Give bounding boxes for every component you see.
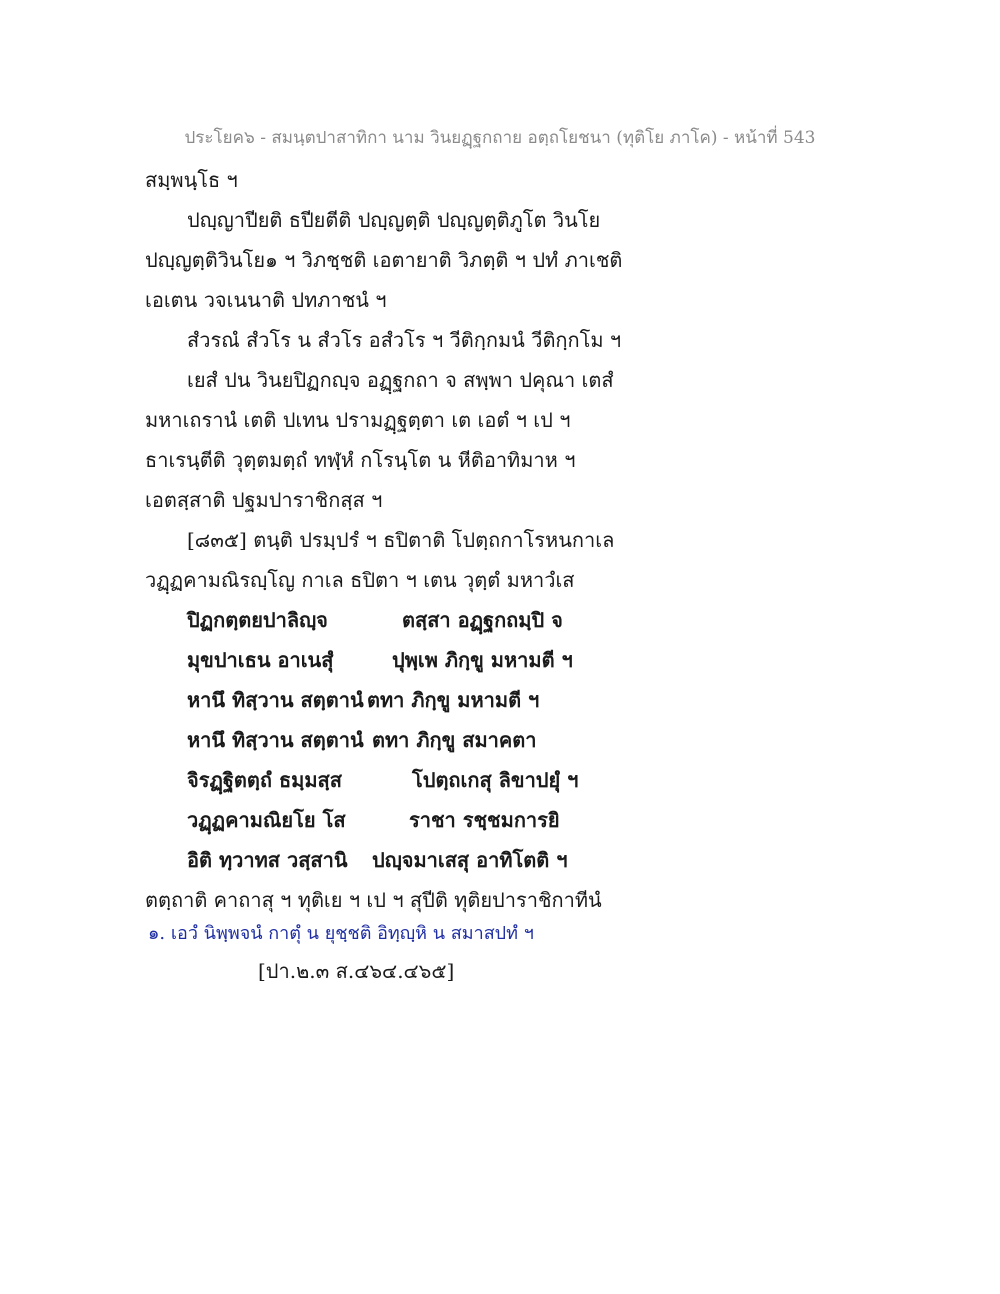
footnote: ๑. เอวํ นิพฺพจนํ กาตุํ น ยุชฺชติ อิทฺญฺหิ น สมาสปทํ ฯ bbox=[148, 923, 534, 944]
text-line: เอเตน วจเนนาติ ปทภาชนํ ฯ bbox=[145, 288, 387, 312]
verse-line bbox=[145, 680, 705, 720]
body-text bbox=[145, 160, 705, 920]
verse-second-half: โปตฺถเกสุ ลิขาปยุํ ฯ bbox=[412, 768, 579, 792]
verse-second-half: ปญฺจมาเสสุ อาทิโตติ ฯ bbox=[372, 848, 568, 872]
text-line: สมฺพนฺโธ ฯ bbox=[145, 168, 238, 192]
text-line: ตตฺถาติ คาถาสุ ฯ ทุติเย ฯ เป ฯ สุปีติ ทุติยปาราชิกาทีนํ bbox=[145, 888, 602, 912]
page-header: ประโยค๖ - สมนฺตปาสาทิกา นาม วินยฏฺฐกถาย อตฺถโยชนา (ทุติโย ภาโค) - หน้าที่ 543 bbox=[184, 128, 816, 148]
verse-second-half: ราชา รชฺชมการยิ bbox=[409, 808, 560, 832]
verse-line bbox=[145, 760, 705, 800]
text-line: เอตสฺสาติ ปฐมปาราชิกสฺส ฯ bbox=[145, 488, 383, 512]
text-line: ปญฺญาปียติ ธปียตีติ ปญฺญตฺติ ปญฺญตฺติภูโต วินโย bbox=[187, 208, 601, 232]
verse-first-half: หานึ ทิสฺวาน สตฺตานํ bbox=[187, 688, 364, 712]
verse-first-half: มุขปาเธน อาเนสุํ bbox=[187, 648, 334, 672]
verse-line bbox=[145, 720, 705, 760]
verse-second-half: ตสฺสา อฏฺฐกถมฺปิ จ bbox=[402, 608, 563, 632]
text-line: [๘๓๕] ตนฺติ ปรมฺปรํ ฯ ธปิตาติ โปตฺถกาโรหนกาเล bbox=[187, 528, 615, 552]
text-line: ธาเรนฺตีติ วุตฺตมตฺถํ ทฬฺหํ กโรนฺโต น หีติอาทิมาห ฯ bbox=[145, 448, 576, 472]
source-reference: [ปา.๒.๓ ส.๔๖๔.๔๖๕] bbox=[258, 959, 455, 983]
text-line: มหาเถรานํ เตติ ปเทน ปรามฏฺฐตฺตา เต เอตํ ฯ เป ฯ bbox=[145, 408, 571, 432]
verse-first-half: วฏฺฏคามณิยโย โส bbox=[187, 808, 346, 832]
verse-line bbox=[145, 640, 705, 680]
verse-first-half: จิรฏฺฐิตตฺถํ ธมฺมสฺส bbox=[187, 768, 342, 792]
verse-second-half: ตทา ภิกฺขู สมาคตา bbox=[372, 728, 537, 752]
verse-first-half: อิติ ทฺวาทส วสฺสานิ bbox=[187, 848, 348, 872]
text-line: ปญฺญตฺติวินโย๑ ฯ วิภชฺชติ เอตายาติ วิภตฺติ ฯ ปทํ ภาเชติ bbox=[145, 248, 623, 272]
text-line: สํวรณํ สํวโร น สํวโร อสํวโร ฯ วีติกฺกมนํ วีติกฺกโม ฯ bbox=[187, 328, 622, 352]
verse-first-half: ปิฏกตฺตยปาลิญฺจ bbox=[187, 608, 328, 632]
verse-first-half: หานึ ทิสฺวาน สตฺตานํ bbox=[187, 728, 364, 752]
verse-line bbox=[145, 800, 705, 840]
verse-second-half: ตทา ภิกฺขู มหามตี ฯ bbox=[367, 688, 540, 712]
text-line: เยสํ ปน วินยปิฏกญฺจ อฏฺฐกถา จ สพฺพา ปคุณา เตสํ bbox=[187, 368, 614, 392]
verse-second-half: ปุพฺเพ ภิกฺขู มหามตี ฯ bbox=[392, 648, 573, 672]
verse-line bbox=[145, 840, 705, 880]
text-line: วฏฺฏคามณิรญฺโญ กาเล ธปิตา ฯ เตน วุตฺตํ มหาวํเส bbox=[145, 568, 575, 592]
verse-line bbox=[145, 600, 705, 640]
